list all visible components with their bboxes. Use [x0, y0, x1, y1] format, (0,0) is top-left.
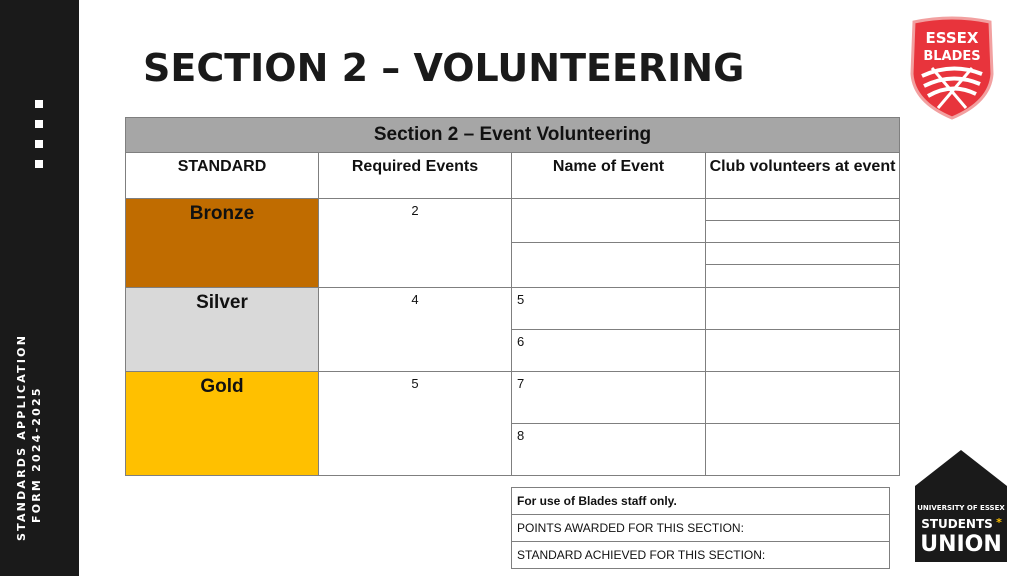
required-events-bronze[interactable]: 2 [319, 199, 512, 288]
volunteers-cell[interactable] [706, 330, 900, 372]
standard-gold: Gold [126, 372, 319, 476]
event-name-cell[interactable] [512, 199, 706, 243]
svg-text:BLADES: BLADES [923, 49, 981, 64]
square-bullet-icon [35, 160, 43, 168]
su-logo-line2: STUDENTS [921, 517, 993, 531]
table-header: Section 2 – Event Volunteering [126, 118, 900, 153]
volunteers-cell[interactable] [706, 372, 900, 424]
sidebar-vertical-text [14, 334, 44, 541]
su-logo-line1: UNIVERSITY OF ESSEX [917, 504, 1005, 512]
volunteers-cell[interactable] [706, 243, 900, 265]
staff-use-box [511, 487, 890, 569]
required-events-gold[interactable]: 5 [319, 372, 512, 476]
column-header-standard: STANDARD [126, 153, 319, 199]
column-header-required-events: Required Events [319, 153, 512, 199]
column-header-event-name: Name of Event [512, 153, 706, 199]
su-logo-asterisk: * [996, 516, 1002, 529]
svg-text:ESSEX: ESSEX [925, 29, 979, 47]
volunteers-cell[interactable] [706, 199, 900, 221]
volunteers-cell[interactable] [706, 221, 900, 243]
standard-achieved-field[interactable]: STANDARD ACHIEVED FOR THIS SECTION: [512, 542, 890, 569]
standard-bronze: Bronze [126, 199, 319, 288]
sidebar [0, 0, 79, 576]
staff-box-title: For use of Blades staff only. [512, 488, 890, 515]
column-header-club-volunteers: Club volunteers at event [706, 153, 900, 199]
required-events-silver[interactable]: 4 [319, 288, 512, 372]
sidebar-text-line2: FORM 2024-2025 [30, 386, 43, 523]
volunteers-cell[interactable] [706, 265, 900, 288]
essex-blades-logo [908, 16, 996, 120]
square-bullet-icon [35, 100, 43, 108]
volunteers-cell[interactable] [706, 424, 900, 476]
square-bullet-icon [35, 120, 43, 128]
page-title: SECTION 2 – VOLUNTEERING [143, 46, 745, 90]
students-union-logo [915, 450, 1007, 562]
event-name-cell[interactable]: 5 [512, 288, 706, 330]
volunteers-cell[interactable] [706, 288, 900, 330]
event-name-cell[interactable]: 6 [512, 330, 706, 372]
event-name-cell[interactable]: 7 [512, 372, 706, 424]
points-awarded-field[interactable]: POINTS AWARDED FOR THIS SECTION: [512, 515, 890, 542]
event-name-cell[interactable] [512, 243, 706, 288]
standard-silver: Silver [126, 288, 319, 372]
volunteering-table [125, 117, 900, 476]
square-bullet-icon [35, 140, 43, 148]
sidebar-text-line1: STANDARDS APPLICATION [15, 333, 28, 541]
su-logo-line3: UNION [920, 532, 1002, 557]
event-name-cell[interactable]: 8 [512, 424, 706, 476]
